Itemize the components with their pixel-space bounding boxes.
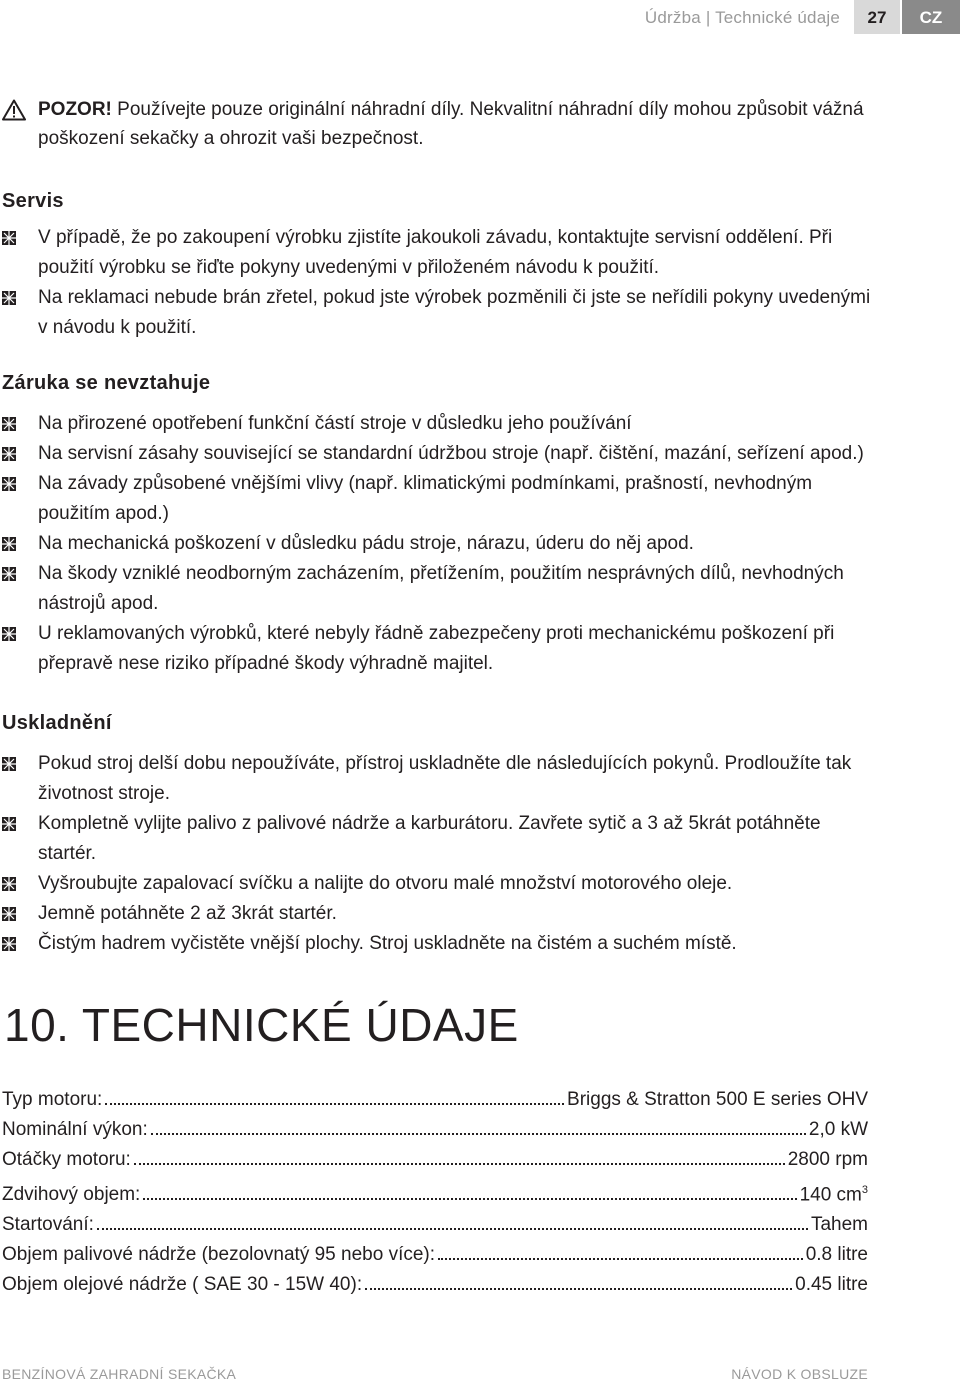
spec-label: Objem olejové nádrže ( SAE 30 - 15W 40): [2,1274,363,1296]
bullet-icon [2,877,16,891]
dot-leader [134,1163,785,1165]
bullet-icon [2,291,16,305]
header-section-title: Údržba | Technické údaje [644,8,840,27]
spec-value: 2800 rpm [787,1149,868,1170]
technical-data-title: 10. TECHNICKÉ ÚDAJE [4,999,519,1051]
list-item: Na reklamaci nebude brán zřetel, pokud jste výrobek pozměnili či jste se neřídili pokyny uvedenými v návodu k použití. [2,283,882,343]
page-content [2,95,882,1300]
list-item: Vyšroubujte zapalovací svíčku a nalijte do otvoru malé množství motorového oleje. [2,869,882,899]
list-item: Na servisní zásahy související se standardní údržbou stroje (např. čištění, mazání, seřízení apod.) [2,439,882,469]
spec-label: Zdvihový objem: [2,1184,141,1206]
spec-row [2,1175,868,1210]
spec-value: Tahem [810,1214,868,1236]
zaruka-list [2,409,882,679]
warning-note [2,95,882,153]
page-footer [2,1366,868,1382]
list-item: Jemně potáhněte 2 až 3krát startér. [2,899,882,929]
section-title-zaruka: Záruka se nevztahuje [2,372,211,394]
bullet-icon [2,447,16,461]
list-item: Kompletně vylijte palivo z palivové nádrže a karburátoru. Zavřete sytič a 3 až 5krát potáhněte startér. [2,809,882,869]
bullet-icon [2,477,16,491]
spec-row [2,1145,868,1175]
servis-list [2,223,882,343]
specs-table [2,1085,868,1300]
spec-label: Objem palivové nádrže (bezolovnatý 95 nebo více): [2,1244,436,1266]
spec-value: 0.45 litre [795,1274,868,1296]
warning-triangle-icon [2,99,26,121]
bullet-icon [2,231,16,245]
bullet-icon [2,937,16,951]
spec-value: Briggs & Stratton 500 E series OHV [567,1089,868,1110]
warning-label: POZOR! [38,99,112,120]
dot-leader [365,1288,792,1290]
footer-product-name: BENZÍNOVÁ ZAHRADNÍ SEKAČKA [2,1366,237,1382]
bullet-icon [2,817,16,831]
bullet-icon [2,907,16,921]
spec-value: 2,0 kW [808,1119,868,1140]
dot-leader [438,1258,803,1260]
bullet-icon [2,627,16,641]
dot-leader [143,1198,796,1200]
dot-leader [151,1133,806,1135]
list-item: Na závady způsobené vnějšími vlivy (např. klimatickými podmínkami, prašností, nevhodným použitím apod.) [2,469,882,529]
page-number: 27 [854,0,900,34]
list-item: V případě, že po zakoupení výrobku zjistíte jakoukoli závadu, kontaktujte servisní oddělení. Při použití výrobku se řiďte pokyny uvedenými v přiloženém návodu k použití. [2,223,882,283]
page-header [645,0,960,34]
warning-text: Používejte pouze originální náhradní díly. Nekvalitní náhradní díly mohou způsobit vážná poškození sekačky a ohrozit vaši bezpečnost. [38,99,864,149]
uskladneni-list [2,749,882,959]
bullet-icon [2,757,16,771]
spec-value: 140 $cm^3$ [799,1184,868,1206]
bullet-icon [2,417,16,431]
spec-row [2,1115,868,1145]
spec-row [2,1210,868,1240]
list-item: Na přirozené opotřebení funkční částí stroje v důsledku jeho používání [2,409,882,439]
list-item: Na mechanická poškození v důsledku pádu stroje, nárazu, úderu do něj apod. [2,529,882,559]
dot-leader [105,1103,564,1105]
language-badge: CZ [902,0,960,34]
spec-row [2,1240,868,1270]
section-title-servis: Servis [2,190,64,212]
list-item: Čistým hadrem vyčistěte vnější plochy. Stroj uskladněte na čistém a suchém místě. [2,929,882,959]
spec-value: 0.8 litre [805,1244,868,1266]
bullet-icon [2,567,16,581]
list-item: U reklamovaných výrobků, které nebyly řádně zabezpečeny proti mechanickému poškození při přepravě nese riziko případné škody výhradně majitel. [2,619,882,679]
footer-manual-label: NÁVOD K OBSLUZE [731,1366,868,1382]
spec-row [2,1270,868,1300]
spec-label: Otáčky motoru: [2,1149,131,1170]
unit-superscript: 3 [861,1184,868,1196]
spec-row [2,1085,868,1115]
section-title-uskladneni: Uskladnění [2,712,112,734]
spec-label: Startování: [2,1214,94,1236]
bullet-icon [2,537,16,551]
dot-leader [97,1228,808,1230]
list-item: Pokud stroj delší dobu nepoužíváte, přístroj uskladněte dle následujících pokynů. Prodloužíte tak životnost stroje. [2,749,882,809]
spec-label: Nominální výkon: [2,1119,148,1140]
spec-label: Typ motoru: [2,1089,103,1110]
list-item: Na škody vzniklé neodborným zacházením, přetížením, použitím nesprávných dílů, nevhodných nástrojů apod. [2,559,882,619]
